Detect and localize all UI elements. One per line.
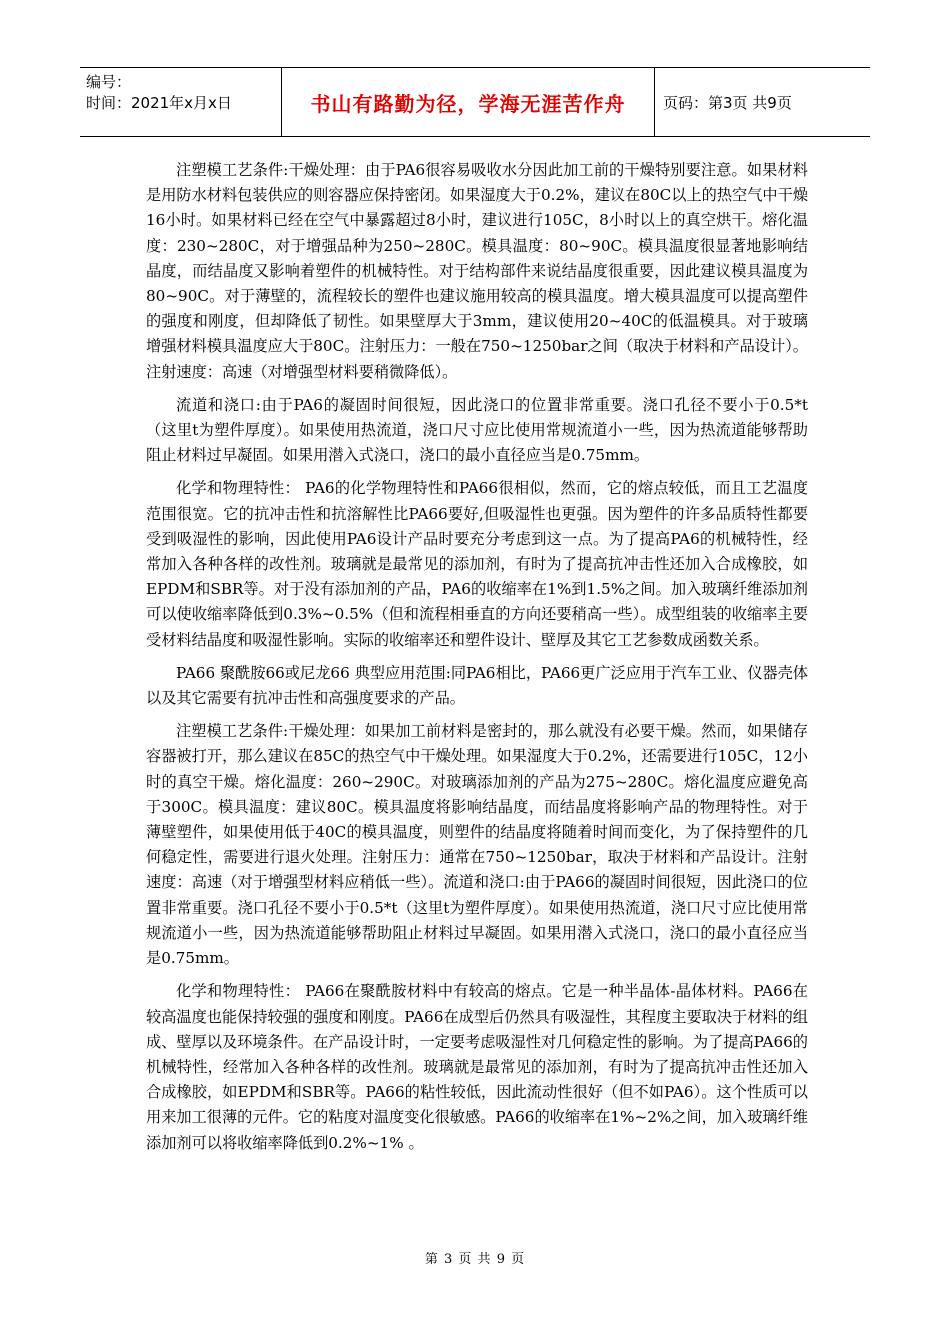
paragraph: 注塑模工艺条件:干燥处理：如果加工前材料是密封的，那么就没有必要干燥。然而，如果储存容器被打开，那么建议在85C的热空气中干燥处理。如果湿度大于0.2%，还需要进行105C，12小时的真空干燥。熔化温度：260~290C。对玻璃添加剂的产品为275~280C。熔化温度应避免高于300C。模具温度：建议80C。模具温度将影响结晶度，而结晶度将影响产品的物理特性。对于薄壁塑件，如果使用低于40C的模具温度，则塑件的结晶度将随着时间而变化，为了保持塑件的几何稳定性，需要进行退火处理。注射压力：通常在750~1250bar，取决于材料和产品设计。注射速度：高速（对于增强型材料应稍低一些）。流道和浇口:由于PA66的凝固时间很短，因此浇口的位置非常重要。浇口孔径不要小于0.5*t（这里t为塑件厚度）。如果使用热流道，浇口尺寸应比使用常规流道小一些，因为热流道能够帮助阻止材料过早凝固。如果用潜入式浇口，浇口的最小直径应当是0.75mm。 — [146, 722, 808, 968]
paragraph: 化学和物理特性： PA6的化学物理特性和PA66很相似，然而，它的熔点较低，而且工艺温度范围很宽。它的抗冲击性和抗溶解性比PA66要好,但吸湿性也更强。因为塑件的许多品质特性都要受到吸湿性的影响，因此使用PA6设计产品时要充分考虑到这一点。为了提高PA6的机械特性，经常加入各种各样的改性剂。玻璃就是最常见的添加剂，有时为了提高抗冲击性还加入合成橡胶，如EPDM和SBR等。对于没有添加剂的产品，PA6的收缩率在1%到1.5%之间。加入玻璃纤维添加剂可以使收缩率降低到0.3%~0.5%（但和流程相垂直的方向还要稍高一些）。成型组装的收缩率主要受材料结晶度和吸湿性影响。实际的收缩率还和塑件设计、壁厚及其它工艺参数成函数关系。 — [146, 479, 808, 649]
document-date: 时间：2021年x月x日 — [86, 94, 232, 112]
paragraph: 化学和物理特性： PA66在聚酰胺材料中有较高的熔点。它是一种半晶体-晶体材料。PA66在较高温度也能保持较强的强度和刚度。PA66在成型后仍然具有吸湿性，其程度主要取决于材料的组成、壁厚以及环境条件。在产品设计时，一定要考虑吸湿性对几何稳定性的影响。为了提高PA66的机械特性，经常加入各种各样的改性剂。玻璃就是最常见的添加剂，有时为了提高抗冲击性还加入合成橡胶，如EPDM和SBR等。PA66的粘性较低，因此流动性很好（但不如PA6）。这个性质可以用来加工很薄的元件。它的粘度对温度变化很敏感。PA66的收缩率在1%~2%之间，加入玻璃纤维添加剂可以将收缩率降低到0.2%~1% 。 — [146, 982, 808, 1152]
document-body — [146, 158, 808, 1164]
paragraph: 注塑模工艺条件:干燥处理：由于PA6很容易吸收水分因此加工前的干燥特别要注意。如果材料是用防水材料包装供应的则容器应保持密闭。如果湿度大于0.2%，建议在80C以上的热空气中干燥16小时。如果材料已经在空气中暴露超过8小时，建议进行105C，8小时以上的真空烘干。熔化温度：230~280C，对于增强品种为250~280C。模具温度：80~90C。模具温度很显著地影响结晶度，而结晶度又影响着塑件的机械特性。对于结构部件来说结晶度很重要，因此建议模具温度为80~90C。对于薄壁的，流程较长的塑件也建议施用较高的模具温度。增大模具温度可以提高塑件的强度和刚度，但却降低了韧性。如果壁厚大于3mm，建议使用20~40C的低温模具。对于玻璃增强材料模具温度应大于80C。注射压力：一般在750~1250bar之间（取决于材料和产品设计）。注射速度：高速（对增强型材料要稍微降低）。 — [146, 161, 808, 381]
header-meta — [80, 68, 282, 136]
paragraph: 流道和浇口:由于PA6的凝固时间很短，因此浇口的位置非常重要。浇口孔径不要小于0.5*t（这里t为塑件厚度）。如果使用热流道，浇口尺寸应比使用常规流道小一些，因为热流道能够帮助阻止材料过早凝固。如果用潜入式浇口，浇口的最小直径应当是0.75mm。 — [146, 395, 808, 465]
header-motto: 书山有路勤为径，学海无涯苦作舟 — [282, 68, 655, 136]
document-number-label: 编号： — [86, 73, 132, 91]
page-footer: 第 3 页 共 9 页 — [424, 1252, 526, 1267]
page-header — [80, 67, 870, 137]
paragraph: PA66 聚酰胺66或尼龙66 典型应用范围:同PA6相比，PA66更广泛应用于汽车工业、仪器壳体以及其它需要有抗冲击性和高强度要求的产品。 — [146, 663, 808, 708]
header-page-info: 页码：第3页 共9页 — [663, 93, 792, 112]
